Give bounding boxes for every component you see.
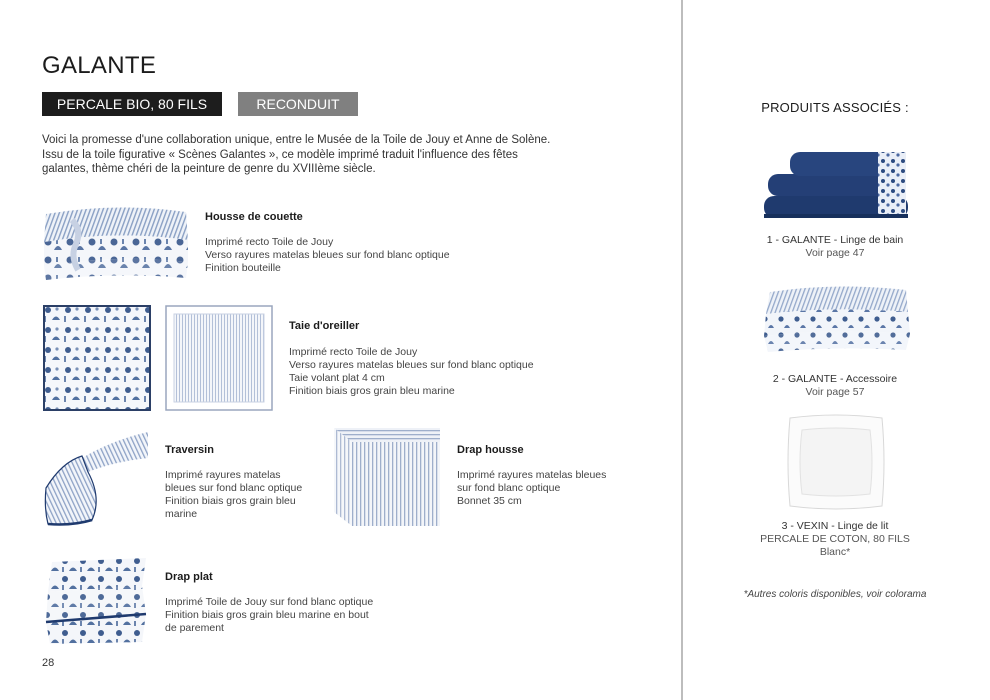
associated-item-ref: Voir page 47 — [805, 247, 865, 259]
product-description — [289, 346, 534, 398]
product-line: Imprimé rayures matelas bleues — [457, 469, 607, 481]
product-line: Imprimé Toile de Jouy sur fond blanc optique — [165, 596, 374, 608]
product-name: Housse de couette — [205, 211, 303, 223]
product-line: Imprimé recto Toile de Jouy — [289, 346, 418, 358]
intro-line: galantes, thème chéri de la peinture de genre du XVIIIème siècle. — [42, 163, 376, 175]
product-line: Finition biais gros grain bleu — [165, 495, 296, 507]
associated-item-ref: Voir page 57 — [805, 386, 865, 398]
white-pillow-image — [786, 412, 886, 512]
associated-item-title: 1 - GALANTE - Linge de bain — [766, 234, 904, 246]
accessory-image — [760, 282, 912, 354]
product-line: de parement — [165, 622, 224, 634]
intro-line: Voici la promesse d'une collaboration unique, entre le Musée de la Toile de Jouy et Anne de Solène. — [42, 134, 551, 146]
product-name: Drap plat — [165, 571, 213, 583]
product-name: Traversin — [165, 444, 214, 456]
footnote: *Autres coloris disponibles, voir colorama — [743, 589, 927, 600]
product-line: Imprimé recto Toile de Jouy — [205, 236, 334, 248]
flat-sheet-image — [42, 556, 152, 646]
pillowcase-toile-image — [42, 304, 152, 412]
associated-item-title: 3 - VEXIN - Linge de lit — [781, 520, 889, 532]
associated-item — [730, 520, 940, 559]
product-description — [457, 469, 606, 508]
product-description — [165, 469, 302, 521]
associated-item — [730, 373, 940, 399]
fitted-sheet-image — [332, 426, 442, 530]
product-line: Finition biais gros grain bleu marine en bout — [165, 609, 369, 621]
associated-products-heading: PRODUITS ASSOCIÉS : — [761, 100, 909, 115]
associated-item — [730, 234, 940, 260]
bath-towels-image — [760, 148, 912, 224]
product-description — [165, 596, 373, 635]
product-line: marine — [165, 508, 198, 520]
associated-item-title: 2 - GALANTE - Accessoire — [772, 373, 898, 385]
product-line: bleues sur fond blanc optique — [165, 482, 303, 494]
product-name: Drap housse — [457, 444, 524, 456]
intro-line: Issu de la toile figurative « Scènes Galantes », ce modèle imprimé traduit l'influence des fêtes — [42, 148, 518, 161]
associated-item-color: Blanc* — [819, 546, 851, 558]
product-name: Taie d'oreiller — [289, 320, 360, 332]
page-divider — [681, 0, 683, 700]
product-line: sur fond blanc optique — [457, 482, 561, 494]
product-line: Imprimé rayures matelas — [165, 469, 281, 481]
intro-text — [42, 133, 602, 177]
product-line: Finition biais gros grain bleu marine — [289, 385, 455, 397]
product-line: Finition bouteille — [205, 262, 281, 274]
duvet-cover-image — [42, 200, 190, 282]
fabric-tag: PERCALE BIO, 80 FILS — [42, 92, 222, 116]
page-number: 28 — [42, 657, 55, 669]
product-description — [205, 236, 450, 275]
page-title: GALANTE — [42, 52, 157, 79]
associated-item-fabric: PERCALE DE COTON, 80 FILS — [760, 533, 910, 545]
bolster-image — [42, 428, 152, 528]
product-line: Bonnet 35 cm — [457, 495, 522, 507]
product-line: Verso rayures matelas bleues sur fond blanc optique — [289, 359, 534, 371]
status-tag: RECONDUIT — [238, 92, 358, 116]
pillowcase-stripe-image — [164, 304, 274, 412]
product-line: Taie volant plat 4 cm — [289, 372, 385, 384]
product-line: Verso rayures matelas bleues sur fond blanc optique — [205, 249, 450, 261]
